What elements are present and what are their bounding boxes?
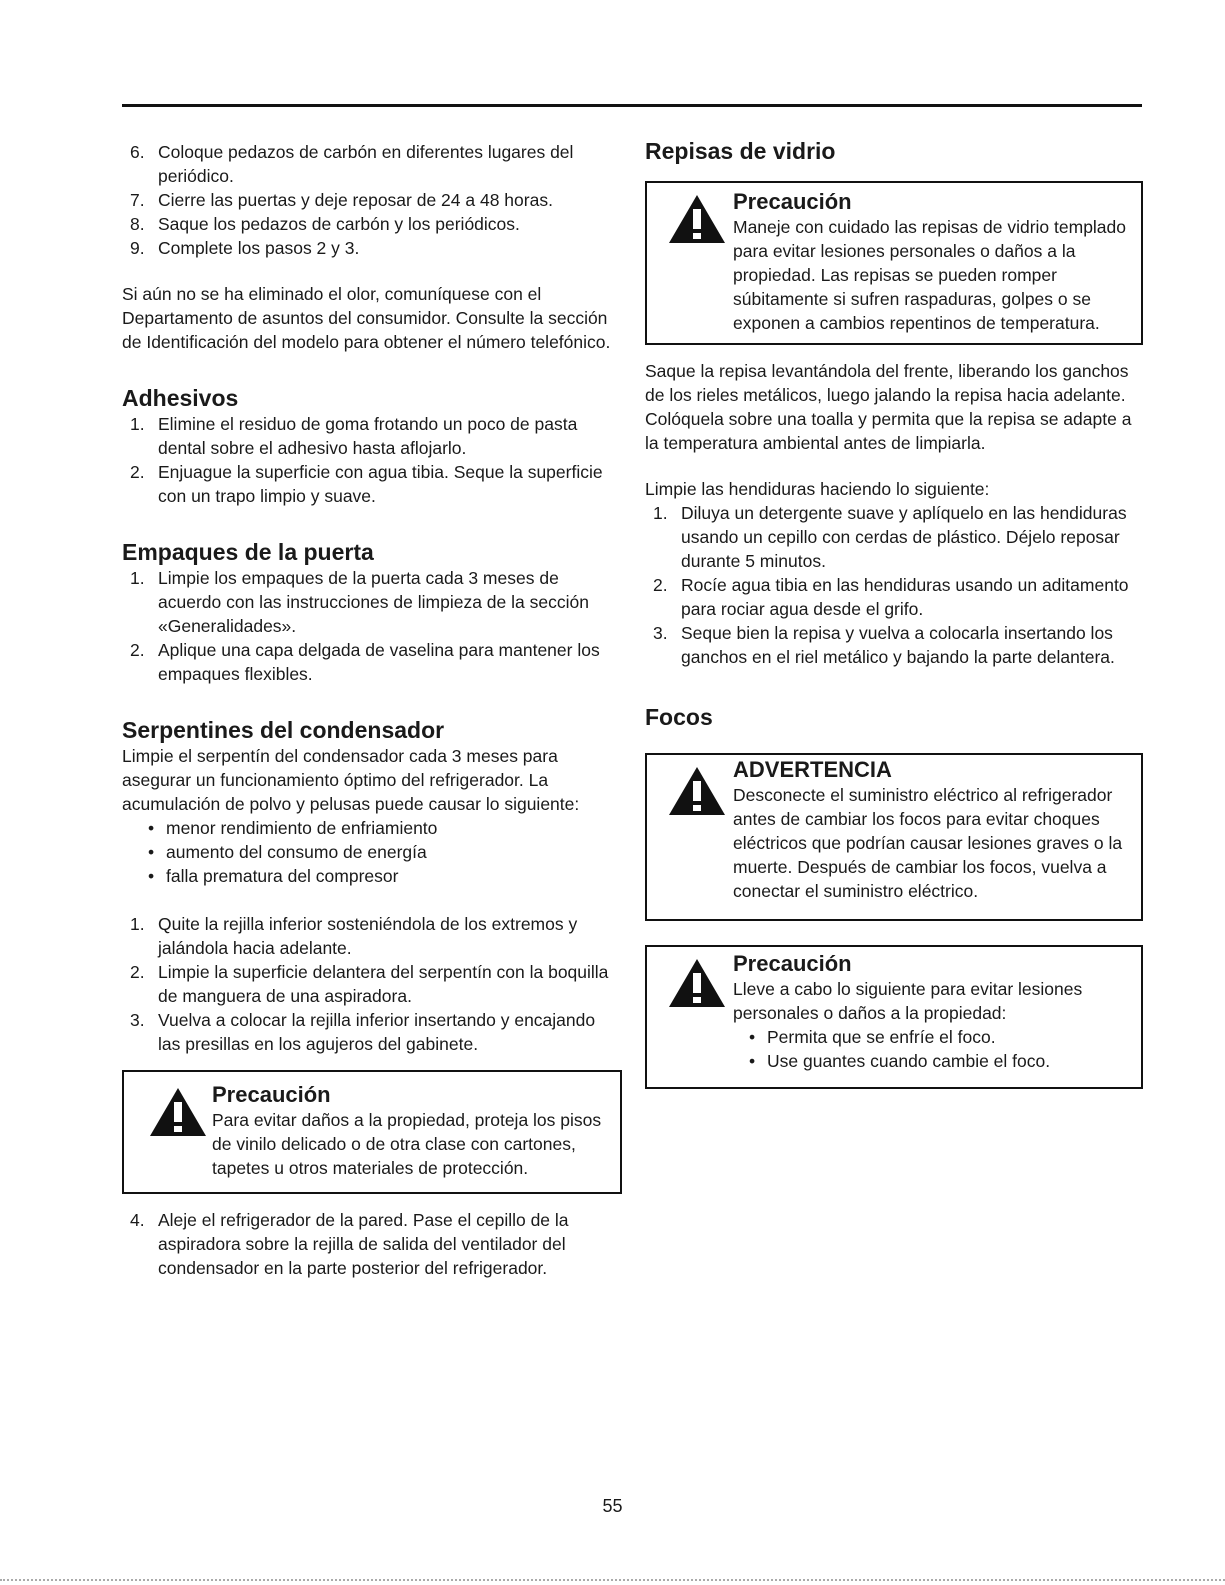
serpentines-steps-list (122, 912, 622, 1056)
caution-title: Precaución (733, 951, 852, 976)
step-number: 1. (130, 414, 145, 434)
step-number: 3. (653, 623, 668, 643)
step-text: Coloque pedazos de carbón en diferentes lugares del periódico. (158, 142, 574, 186)
list-item (122, 912, 622, 960)
step-text: Seque bien la repisa y vuelva a colocarla insertando los ganchos en el riel metálico y bajando la parte delantera. (681, 623, 1115, 667)
warning-triangle-icon (667, 765, 727, 817)
step-number: 4. (130, 1210, 145, 1230)
serpentines-caution-box (122, 1070, 622, 1194)
list-item (749, 1049, 1135, 1073)
list-item (122, 140, 622, 188)
bullet-icon: • (148, 866, 155, 886)
caution-title: Precaución (212, 1082, 331, 1107)
step-number: 1. (130, 914, 145, 934)
caution-text: Maneje con cuidado las repisas de vidrio templado para evitar lesiones personales o daños a la propiedad. Las repisas se pueden romper súbitamente si sufren raspaduras, golpes o se exponen a cambios repentinos de temperatura. (733, 217, 1127, 333)
step-text: Cierre las puertas y deje reposar de 24 a 48 horas. (158, 190, 553, 210)
repisas-caution-box (645, 181, 1143, 345)
bullet-text: falla prematura del compresor (166, 866, 399, 886)
step-text: Aleje el refrigerador de la pared. Pase el cepillo de la aspiradora sobre la rejilla de salida del ventilador del condensador en la parte posterior del refrigerador. (158, 1210, 569, 1278)
step-number: 9. (130, 238, 145, 258)
list-item (122, 638, 622, 686)
step-text: Saque los pedazos de carbón y los periódicos. (158, 214, 520, 234)
list-item (749, 1025, 1135, 1049)
step-text: Diluya un detergente suave y aplíquelo en las hendiduras usando un cepillo con cerdas de plástico. Déjelo reposar durante 5 minutos. (681, 503, 1127, 571)
step-text: Complete los pasos 2 y 3. (158, 238, 360, 258)
step-number: 2. (130, 640, 145, 660)
list-item (148, 816, 622, 840)
step-number: 6. (130, 142, 145, 162)
list-item (122, 960, 622, 1008)
step-text: Aplique una capa delgada de vaselina para mantener los empaques flexibles. (158, 640, 600, 684)
bullet-icon: • (749, 1027, 756, 1047)
step-text: Limpie la superficie delantera del serpentín con la boquilla de manguera de una aspiradora. (158, 962, 609, 1006)
focos-heading: Focos (645, 704, 713, 730)
warning-triangle-icon (667, 957, 727, 1009)
page-number: 55 (602, 1496, 623, 1516)
repisas-steps-list (645, 501, 1145, 669)
step-text: Elimine el residuo de goma frotando un poco de pasta dental sobre el adhesivo hasta aflojarlo. (158, 414, 578, 458)
list-item (122, 212, 622, 236)
caution-text: Lleve a cabo lo siguiente para evitar lesiones personales o daños a la propiedad: (733, 979, 1083, 1023)
left-column (122, 140, 622, 1280)
serpentines-bullets (122, 816, 622, 888)
focos-warning-box (645, 753, 1143, 921)
step-number: 7. (130, 190, 145, 210)
list-item (122, 236, 622, 260)
empaques-steps-list (122, 566, 622, 686)
list-item (148, 840, 622, 864)
bullet-icon: • (148, 842, 155, 862)
warning-title: ADVERTENCIA (733, 757, 892, 782)
bullet-text: menor rendimiento de enfriamiento (166, 818, 438, 838)
warning-text: Desconecte el suministro eléctrico al refrigerador antes de cambiar los focos para evitar choques eléctricos que podrían causar lesiones graves o la muerte. Después de cambiar los focos, vuelva a conectar el suministro eléctrico. (733, 785, 1123, 901)
serpentines-heading: Serpentines del condensador (122, 717, 445, 743)
bullet-text: aumento del consumo de energía (166, 842, 427, 862)
warning-triangle-icon (148, 1086, 208, 1138)
serpentines-step4-list (122, 1208, 622, 1280)
repisas-paragraph: Saque la repisa levantándola del frente, liberando los ganchos de los rieles metálicos, luego jalando la repisa hacia adelante. Colóquela sobre una toalla y permita que la repisa se adapte a la temperatura ambiental antes de limpiarla. (645, 361, 1132, 453)
list-item (122, 188, 622, 212)
list-item (122, 460, 622, 508)
step-number: 2. (653, 575, 668, 595)
step-text: Quite la rejilla inferior sosteniéndola de los extremos y jalándola hacia adelante. (158, 914, 578, 958)
list-item (148, 864, 622, 888)
list-item (122, 1208, 622, 1280)
empaques-heading: Empaques de la puerta (122, 539, 374, 565)
adhesivos-steps-list (122, 412, 622, 508)
caution-title: Precaución (733, 189, 852, 214)
odor-paragraph: Si aún no se ha eliminado el olor, comuníquese con el Departamento de asuntos del consumidor. Consulte la sección de Identificación del modelo para obtener el número telefónico. (122, 284, 611, 352)
adhesivos-heading: Adhesivos (122, 385, 239, 411)
repisas-steps-intro: Limpie las hendiduras haciendo lo siguiente: (645, 479, 990, 499)
list-item (122, 566, 622, 638)
caution-text: Para evitar daños a la propiedad, proteja los pisos de vinilo delicado o de otra clase con cartones, tapetes u otros materiales de protección. (212, 1110, 602, 1178)
focos-caution-box (645, 945, 1143, 1089)
top-rule (122, 104, 1142, 107)
step-number: 1. (653, 503, 668, 523)
step-number: 2. (130, 962, 145, 982)
bullet-icon: • (749, 1051, 756, 1071)
right-column (645, 137, 1145, 1089)
bullet-text: Permita que se enfríe el foco. (767, 1027, 996, 1047)
step-text: Rocíe agua tibia en las hendiduras usando un aditamento para rociar agua desde el grifo. (681, 575, 1129, 619)
list-item (122, 1008, 622, 1056)
odor-steps-list (122, 140, 622, 260)
bullet-text: Use guantes cuando cambie el foco. (767, 1051, 1051, 1071)
step-text: Vuelva a colocar la rejilla inferior insertando y encajando las presillas en los agujeros del gabinete. (158, 1010, 596, 1054)
list-item (645, 501, 1145, 573)
step-number: 3. (130, 1010, 145, 1030)
list-item (645, 573, 1145, 621)
step-text: Enjuague la superficie con agua tibia. Seque la superficie con un trapo limpio y suave. (158, 462, 603, 506)
step-number: 1. (130, 568, 145, 588)
step-text: Limpie los empaques de la puerta cada 3 meses de acuerdo con las instrucciones de limpieza de la sección «Generalidades». (158, 568, 589, 636)
serpentines-intro: Limpie el serpentín del condensador cada 3 meses para asegurar un funcionamiento óptimo del refrigerador. La acumulación de polvo y pelusas puede causar lo siguiente: (122, 746, 580, 814)
list-item (645, 621, 1145, 669)
warning-triangle-icon (667, 193, 727, 245)
bottom-divider (0, 1579, 1225, 1581)
list-item (122, 412, 622, 460)
caution-bullets (733, 1025, 1135, 1073)
bullet-icon: • (148, 818, 155, 838)
step-number: 2. (130, 462, 145, 482)
step-number: 8. (130, 214, 145, 234)
repisas-heading: Repisas de vidrio (645, 138, 836, 164)
